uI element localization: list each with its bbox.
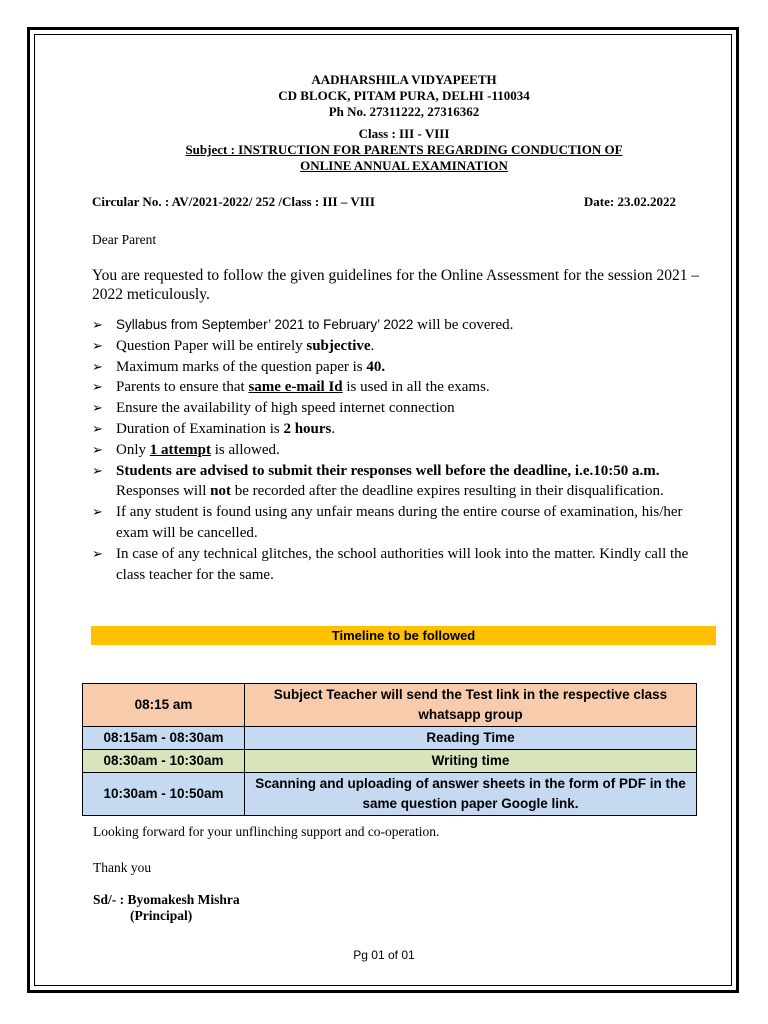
circular-date: Date: 23.02.2022 (583, 194, 676, 209)
arrow-bullet-icon: ➢ (92, 400, 103, 416)
arrow-bullet-icon: ➢ (92, 337, 103, 353)
table-row (83, 684, 697, 727)
arrow-bullet-icon: ➢ (92, 441, 103, 457)
schedule-activity: Writing time (245, 750, 697, 773)
list-item: ➢ Only 1 attempt is allowed. (92, 440, 716, 461)
schedule-time: 08:15am - 08:30am (83, 727, 245, 750)
circular-number: Circular No. : AV/2021-2022/ 252 /Class : III – VIII (92, 194, 375, 209)
list-item: ➢ Ensure the availability of high speed internet connection (92, 398, 716, 419)
list-item: ➢ Duration of Examination is 2 hours. (92, 419, 716, 440)
schedule-activity: Scanning and uploading of answer sheets in the form of PDF in the same question paper Google link. (245, 773, 697, 816)
arrow-bullet-icon: ➢ (92, 462, 103, 478)
list-item: ➢ Maximum marks of the question paper is 40. (92, 357, 716, 378)
closing-line: Looking forward for your unflinching support and co-operation. (93, 824, 440, 839)
timeline-heading: Timeline to be followed (91, 626, 716, 645)
school-name: AADHARSHILA VIDYAPEETH (311, 72, 497, 87)
table-row (83, 750, 697, 773)
school-phone: Ph No. 27311222, 27316362 (328, 104, 480, 119)
arrow-bullet-icon: ➢ (92, 379, 103, 395)
school-address: CD BLOCK, PITAM PURA, DELHI -110034 (278, 88, 530, 103)
signatory-title: (Principal) (130, 908, 193, 923)
arrow-bullet-icon: ➢ (92, 545, 103, 561)
class-line: Class : III - VIII (358, 126, 450, 141)
schedule-table (82, 683, 697, 816)
list-item: ➢ Syllabus from September’ 2021 to February’ 2022 will be covered. (92, 315, 716, 336)
arrow-bullet-icon: ➢ (92, 420, 103, 436)
intro-paragraph: You are requested to follow the given guidelines for the Online Assessment for the session 2021 – 2022 meticulously. (92, 267, 700, 303)
list-item: ➢ Parents to ensure that same e-mail Id is used in all the exams. (92, 377, 716, 398)
list-item: ➢ If any student is found using any unfair means during the entire course of examination, his/her exam will be cancelled. (92, 504, 683, 541)
guidelines-list (92, 315, 716, 585)
letterhead (92, 72, 716, 174)
subject-line-2: ONLINE ANNUAL EXAMINATION (300, 158, 508, 173)
schedule-activity: Reading Time (245, 727, 697, 750)
table-row (83, 727, 697, 750)
schedule-activity: Subject Teacher will send the Test link in the respective class whatsapp group (245, 684, 697, 727)
salutation: Dear Parent (92, 232, 157, 247)
list-item: ➢ Students are advised to submit their responses well before the deadline, i.e.10:50 a.m. Responses will not be recorded after the deadline expires resulting in their disqualification. (92, 462, 664, 500)
page-number: Pg 01 of 01 (353, 948, 415, 962)
table-row (83, 773, 697, 816)
schedule-time: 08:15 am (83, 684, 245, 727)
subject-line-1: Subject : INSTRUCTION FOR PARENTS REGARDING CONDUCTION OF (185, 142, 623, 157)
list-item: ➢ Question Paper will be entirely subjective. (92, 336, 716, 357)
schedule-time: 08:30am - 10:30am (83, 750, 245, 773)
signature-block (93, 892, 240, 924)
circular-body (92, 72, 716, 585)
circular-info (92, 194, 716, 210)
signatory-name: Sd/- : Byomakesh Mishra (93, 892, 240, 907)
thanks-line: Thank you (93, 860, 152, 875)
schedule-time: 10:30am - 10:50am (83, 773, 245, 816)
arrow-bullet-icon: ➢ (92, 358, 103, 374)
list-item: ➢ In case of any technical glitches, the school authorities will look into the matter. Kindly call the class teacher for the same. (92, 545, 689, 583)
arrow-bullet-icon: ➢ (92, 317, 103, 332)
arrow-bullet-icon: ➢ (92, 504, 103, 520)
